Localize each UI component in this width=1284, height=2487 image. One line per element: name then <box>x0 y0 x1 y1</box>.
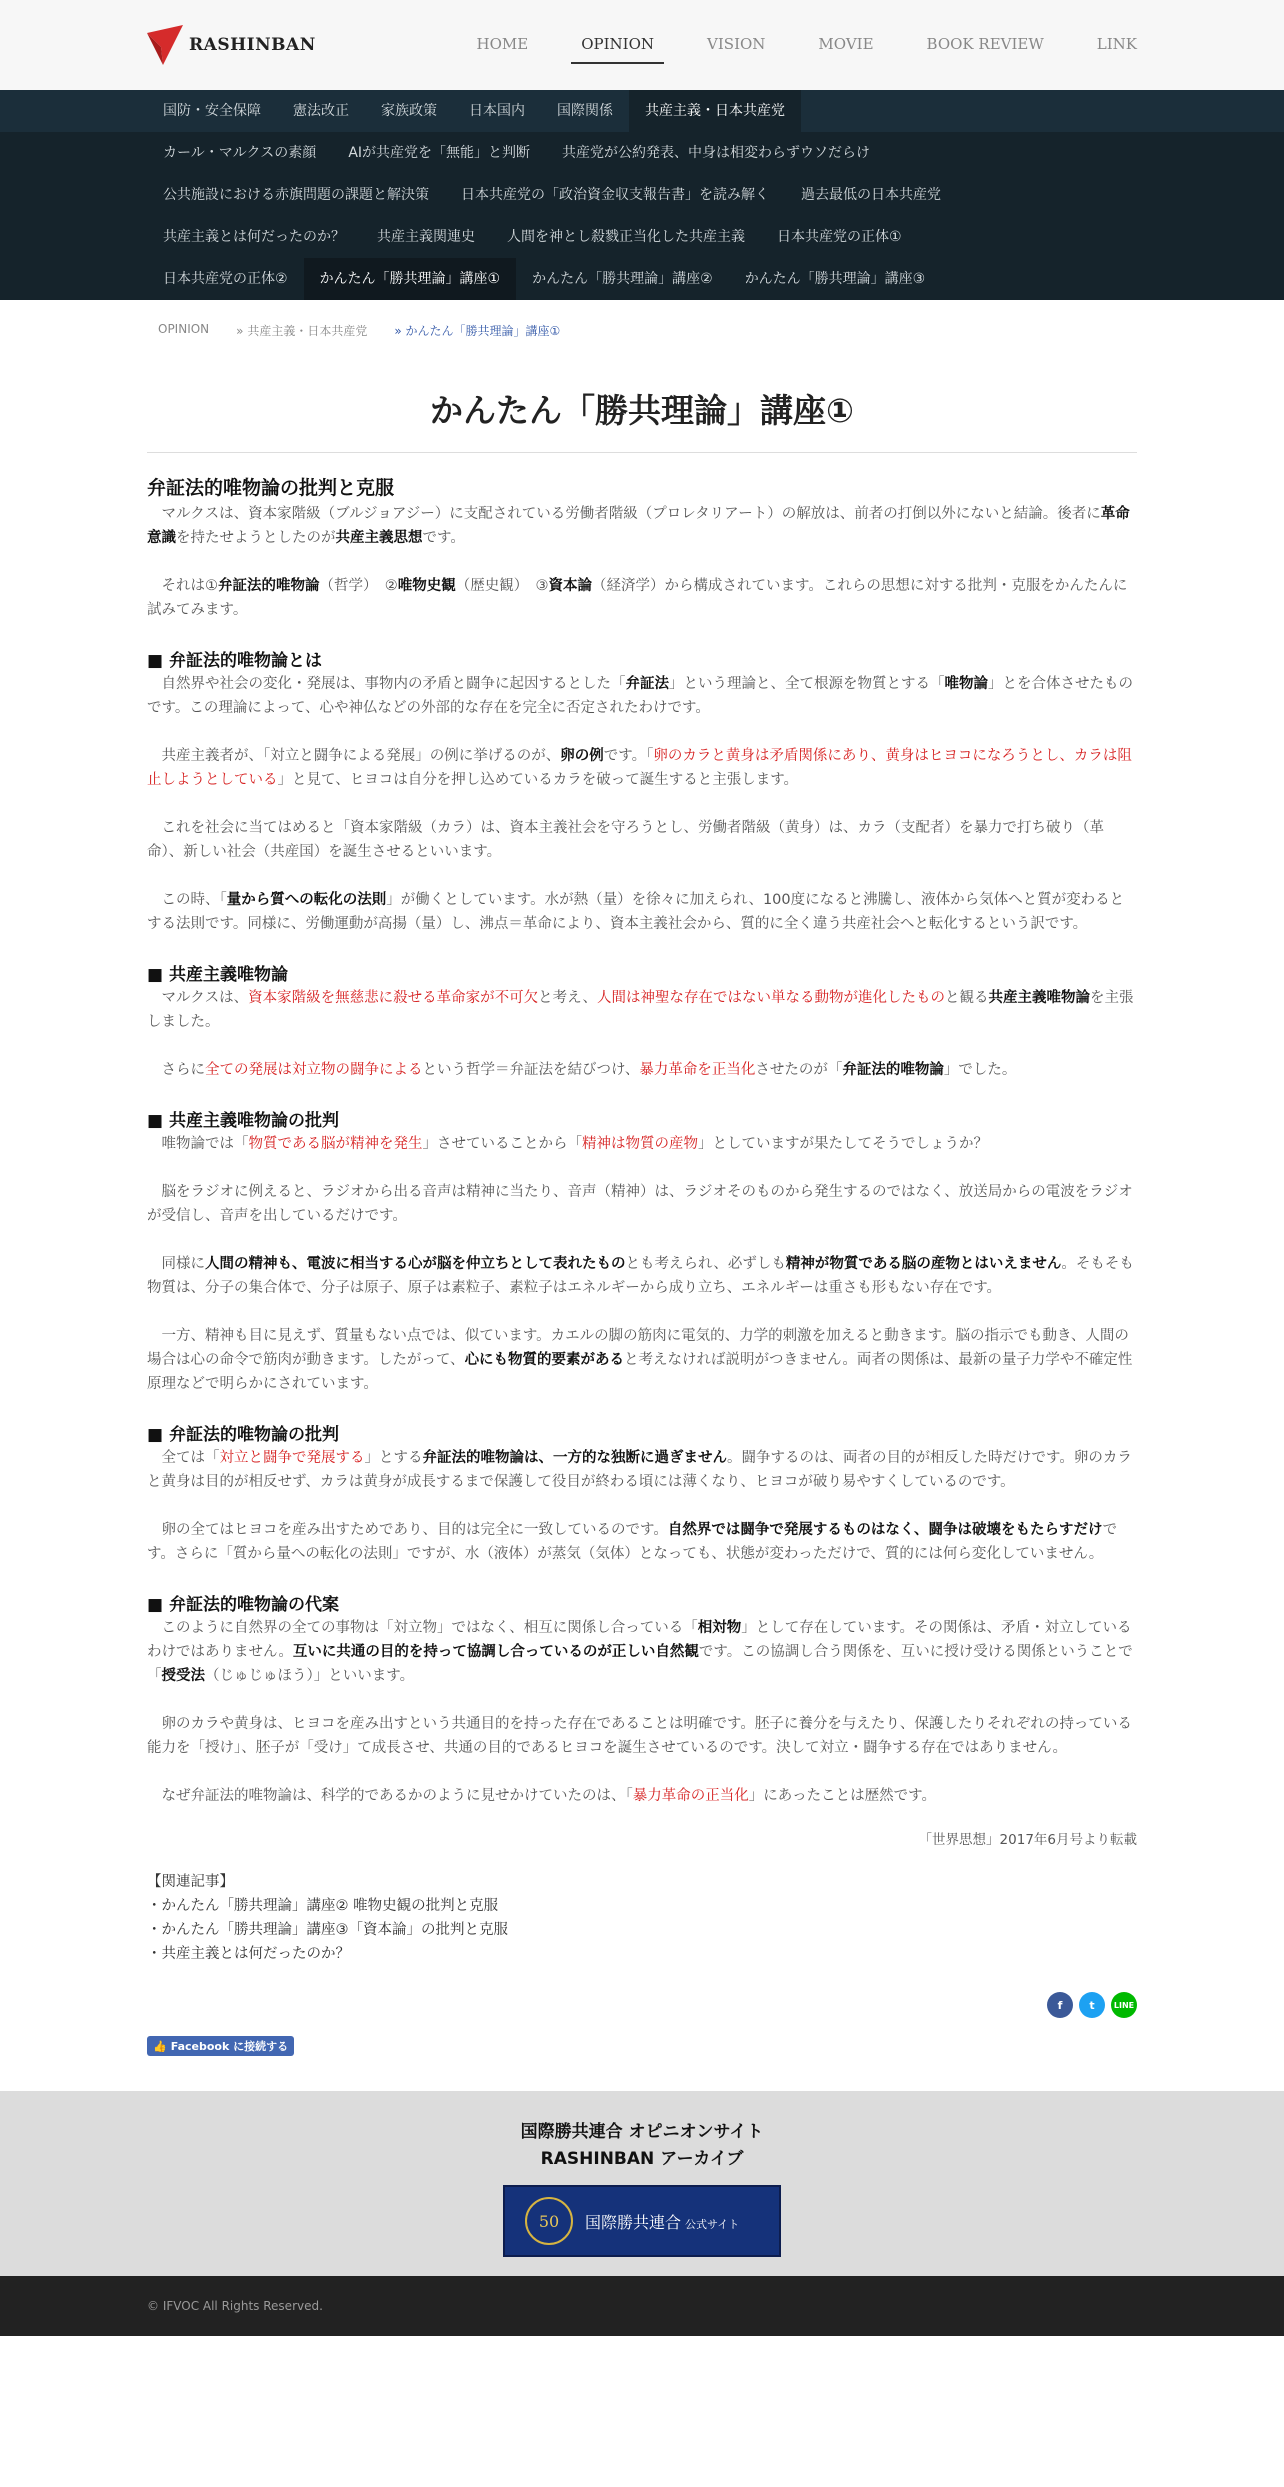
site-footer <box>0 2091 1284 2276</box>
paragraph: 一方、精神も目に見えず、質量もない点では、似ています。カエルの脚の筋肉に電気的、力学的刺激を加えると動きます。脳の指示でも動き、人間の場合は心の命令で筋肉が動きます。したがって、心にも物質的要素があると考えなければ説明がつきません。両者の関係は、最新の量子力学や不確定性原理などで明らかにされています。 <box>147 1328 1133 1392</box>
gnav-home[interactable]: HOME <box>476 35 529 53</box>
breadcrumb-parent[interactable]: » 共産主義・日本共産党 <box>236 324 368 338</box>
related-link[interactable]: ・かんたん「勝共理論」講座② 唯物史観の批判と克服 <box>147 1898 499 1914</box>
subnav-category-constitution[interactable]: 憲法改正 <box>293 103 349 119</box>
section-heading: ■ 弁証法的唯物論とは <box>147 651 322 671</box>
subnav-article-link[interactable]: 日本共産党の「政治資金収支報告書」を読み解く <box>461 187 769 203</box>
section-heading: ■ 共産主義唯物論の批判 <box>147 1111 339 1131</box>
page-title: かんたん「勝共理論」講座① <box>147 385 1137 453</box>
category-subnav <box>0 90 1284 300</box>
facebook-connect-label: Facebook に接続する <box>170 2040 289 2053</box>
banner-text: 国際勝共連合 公式サイト <box>585 2212 740 2232</box>
paragraph: この時、「量から質への転化の法則」が働くとしています。水が熱（量）を徐々に加えられ、100度になると沸騰し、液体から気体へと質が変わるとする法則です。同様に、労働運動が高揚（量）し、沸点＝革命により、資本主義社会から、質的に全く違う共産社会へと転化するという訳です。 <box>147 892 1125 932</box>
compass-logo-icon <box>147 25 183 65</box>
paragraph: それは①弁証法的唯物論（哲学） ②唯物史観（歴史観） ③資本論（経済学）から構成されています。これらの思想に対する批判・克服をかんたんに試みてみます。 <box>147 578 1128 618</box>
paragraph: 同様に人間の精神も、電波に相当する心が脳を仲立ちとして表れたものとも考えられ、必ずしも精神が物質である脳の産物とはいえません。そもそも物質は、分子の集合体で、分子は原子、原子は素粒子、素粒子はエネルギーから成り立ち、エネルギーは重さも形もない存在です。 <box>147 1256 1134 1296</box>
section-heading: ■ 弁証法的唯物論の批判 <box>147 1425 339 1445</box>
subnav-article-link[interactable]: 共産主義とは何だったのか？ <box>163 229 345 245</box>
official-site-banner[interactable] <box>503 2185 781 2257</box>
anniversary-badge-icon: 50 <box>525 2197 573 2245</box>
paragraph: 卵のカラや黄身は、ヒヨコを産み出すという共通目的を持った存在であることは明確です。胚子に養分を与えたり、保護したりそれぞれの持っている能力を「授け」、胚子が「受け」て成長させ、共通の目的であるヒヨコを誕生させているのです。決して対立・闘争する存在ではありません。 <box>147 1716 1132 1756</box>
subnav-article-link[interactable]: 共産党が公約発表、中身は相変わらずウソだらけ <box>562 145 871 161</box>
section-heading: ■ 弁証法的唯物論の代案 <box>147 1595 339 1615</box>
global-nav <box>424 0 1137 90</box>
subnav-category-international[interactable]: 国際関係 <box>557 103 613 119</box>
paragraph: 卵の全てはヒヨコを産み出すためであり、目的は完全に一致しているのです。自然界では闘争で発展するものはなく、闘争は破壊をもたらすだけです。さらに「質から量への転化の法則」ですが、水（液体）が蒸気（気体）となっても、状態が変わっただけで、質的には何ら変化していません。 <box>147 1522 1118 1562</box>
subnav-category-defense[interactable]: 国防・安全保障 <box>163 103 261 119</box>
subnav-article-link[interactable]: 日本共産党の正体② <box>163 271 288 287</box>
site-logo[interactable] <box>147 25 316 65</box>
related-articles <box>147 1870 1137 1966</box>
site-header <box>0 0 1284 90</box>
paragraph: 自然界や社会の変化・発展は、事物内の矛盾と闘争に起因するとした「弁証法」という理論と、全て根源を物質とする「唯物論」とを合体させたものです。この理論によって、心や神仏などの外部的な存在を完全に否定されたわけです。 <box>147 676 1133 716</box>
gnav-movie[interactable]: MOVIE <box>818 35 874 53</box>
subnav-article-link[interactable]: AIが共産党を「無能」と判断 <box>348 145 531 161</box>
breadcrumb-root[interactable]: OPINION <box>158 322 210 336</box>
subnav-article-link[interactable]: 共産主義関連史 <box>377 229 475 245</box>
related-link[interactable]: ・共産主義とは何だったのか？ <box>147 1946 350 1962</box>
subnav-article-link[interactable]: 過去最低の日本共産党 <box>801 187 941 203</box>
paragraph: さらに全ての発展は対立物の闘争によるという哲学＝弁証法を結びつけ、暴力革命を正当化させたのが「弁証法的唯物論」でした。 <box>161 1062 1017 1078</box>
paragraph: なぜ弁証法的唯物論は、科学的であるかのように見せかけていたのは、「暴力革命の正当化」にあったことは歴然です。 <box>161 1788 936 1804</box>
related-heading: 【関連記事】 <box>147 1874 234 1890</box>
gnav-link[interactable]: LINK <box>1096 35 1137 53</box>
subnav-article-link[interactable]: かんたん「勝共理論」講座③ <box>744 271 926 287</box>
footer-title: 国際勝共連合 オピニオンサイト <box>520 2122 764 2142</box>
section-heading: ■ 共産主義唯物論 <box>147 965 288 985</box>
paragraph: これを社会に当てはめると「資本家階級（カラ）は、資本主義社会を守ろうとし、労働者階級（黄身）は、カラ（支配者）を暴力で打ち破り（革命）、新しい社会（共産国）を誕生させるといいます。 <box>147 820 1104 860</box>
paragraph: このように自然界の全ての事物は「対立物」ではなく、相互に関係し合っている「相対物」として存在しています。その関係は、矛盾・対立しているわけではありません。互いに共通の目的を持って協調し合っているのが正しい自然観です。この協調し合う関係を、互いに授け受ける関係ということで「授受法（じゅじゅほう）」といいます。 <box>147 1620 1133 1684</box>
copyright-text: © IFVOC All Rights Reserved. <box>147 2299 323 2313</box>
subnav-category-family[interactable]: 家族政策 <box>381 103 437 119</box>
source-credit: 「世界思想」2017年6月号より転載 <box>918 1832 1137 1848</box>
subnav-category-communism[interactable]: 共産主義・日本共産党 <box>629 90 801 132</box>
subnav-category-domestic[interactable]: 日本国内 <box>469 103 525 119</box>
share-buttons <box>147 1992 1137 2018</box>
twitter-share-icon[interactable]: t <box>1079 1992 1105 2018</box>
gnav-vision[interactable]: VISION <box>707 35 766 53</box>
related-link[interactable]: ・かんたん「勝共理論」講座③「資本論」の批判と克服 <box>147 1922 508 1938</box>
facebook-connect-button[interactable] <box>147 2036 294 2056</box>
gnav-book-review[interactable]: BOOK REVIEW <box>926 35 1044 53</box>
subnav-article-link[interactable]: 公共施設における赤旗問題の課題と解決策 <box>163 187 429 203</box>
copyright-bar <box>0 2276 1284 2336</box>
subnav-article-link-current[interactable]: かんたん「勝共理論」講座① <box>304 258 517 300</box>
subnav-article-link[interactable]: カール・マルクスの素顔 <box>163 145 317 161</box>
paragraph: 唯物論では「物質である脳が精神を発生」させていることから「精神は物質の産物」としていますが果たしてそうでしょうか？ <box>161 1136 988 1152</box>
logo-text: RASHINBAN <box>189 35 316 55</box>
paragraph: 共産主義者が、「対立と闘争による発展」の例に挙げるのが、卵の例です。「卵のカラと黄身は矛盾関係にあり、黄身はヒヨコになろうとし、カラは阻止しようとしている」と見て、ヒヨコは自分を押し込めているカラを破って誕生すると主張します。 <box>147 748 1132 788</box>
article-body <box>147 473 1137 1848</box>
subnav-article-link[interactable]: かんたん「勝共理論」講座② <box>532 271 713 287</box>
line-share-icon[interactable]: LINE <box>1111 1992 1137 2018</box>
paragraph: 全ては「対立と闘争で発展する」とする弁証法的唯物論は、一方的な独断に過ぎません。闘争するのは、両者の目的が相反した時だけです。卵のカラと黄身は目的が相反せず、カラは黄身が成長するまで保護して役目が終わる頃には薄くなり、ヒヨコが破り易やすくしているのです。 <box>147 1450 1132 1490</box>
facebook-share-icon[interactable]: f <box>1047 1992 1073 2018</box>
article-lead-heading: 弁証法的唯物論の批判と克服 <box>147 477 395 499</box>
subnav-article-link[interactable]: 人間を神とし殺戮正当化した共産主義 <box>507 229 745 245</box>
thumbs-up-icon: 👍 <box>153 2039 167 2053</box>
breadcrumb <box>147 300 1137 355</box>
subnav-article-link[interactable]: 日本共産党の正体① <box>777 229 902 245</box>
breadcrumb-current[interactable]: » かんたん「勝共理論」講座① <box>394 324 561 338</box>
paragraph: 脳をラジオに例えると、ラジオから出る音声は精神に当たり、音声（精神）は、ラジオそのものから発生するのではなく、放送局からの電波をラジオが受信し、音声を出しているだけです。 <box>147 1184 1133 1224</box>
paragraph: マルクスは、資本家階級を無慈悲に殺せる革命家が不可欠と考え、人間は神聖な存在ではない単なる動物が進化したものと観る共産主義唯物論を主張しました。 <box>147 990 1134 1030</box>
footer-subtitle: RASHINBAN アーカイブ <box>540 2149 744 2169</box>
paragraph: マルクスは、資本家階級（ブルジョアジー）に支配されている労働者階級（プロレタリアート）の解放は、前者の打倒以外にないと結論。後者に革命意識を持たせようとしたのが共産主義思想です。 <box>147 506 1130 546</box>
gnav-opinion[interactable]: OPINION <box>581 0 654 90</box>
